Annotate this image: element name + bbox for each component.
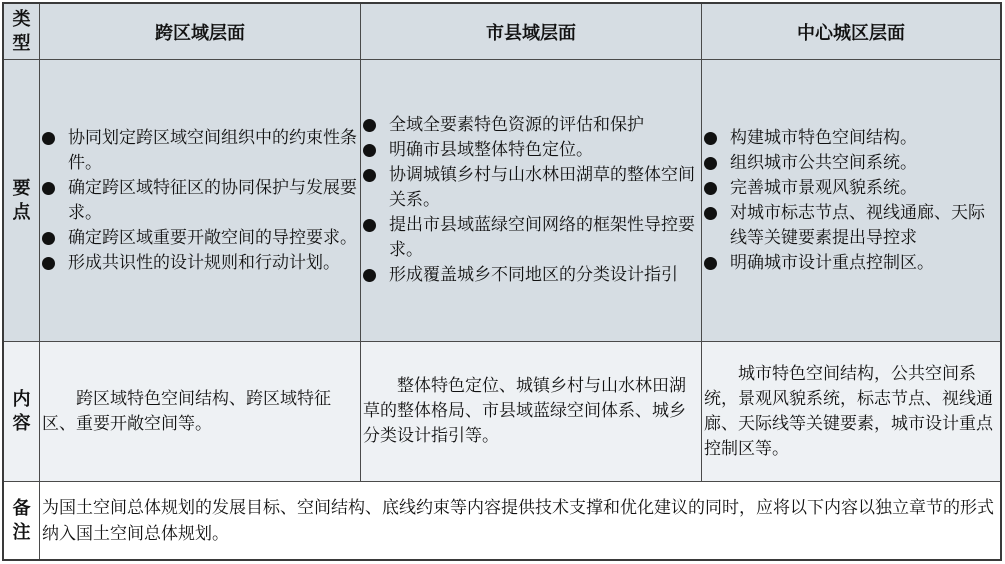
list-item xyxy=(702,126,998,151)
bullet-icon xyxy=(363,269,376,282)
points-label-char-2: 点 xyxy=(12,201,31,223)
list-item xyxy=(361,163,699,213)
list-item-text: 明确市县域整体特色定位。 xyxy=(389,140,593,160)
remark-text: 为国土空间总体规划的发展目标、空间结构、底线约束等内容提供技术支撑和优化建议的同时，应将以下内容以独立章节的形式纳入国土空间总体规划。 xyxy=(42,497,994,544)
bullet-icon xyxy=(42,257,55,270)
bullet-icon xyxy=(704,132,717,145)
cross-region-content xyxy=(40,342,361,482)
cross-region-header xyxy=(40,4,361,60)
bullet-icon xyxy=(704,207,717,220)
list-item-text: 确定跨区域重要开敞空间的导控要求。 xyxy=(68,227,357,248)
type-label-char-2: 型 xyxy=(12,32,31,54)
list-item xyxy=(361,113,699,138)
list-item xyxy=(40,226,358,251)
bullet-icon xyxy=(704,157,717,170)
content-label-cell xyxy=(4,342,40,482)
city-county-points xyxy=(361,60,702,342)
list-item-text: 形成覆盖城乡不同地区的分类设计指引 xyxy=(389,265,678,285)
central-city-header-text: 中心城区层面 xyxy=(797,22,905,44)
bullet-icon xyxy=(42,182,55,195)
list-item-text: 协同划定跨区域空间组织中的约束性条件。 xyxy=(68,127,357,173)
list-item xyxy=(361,138,699,163)
list-item xyxy=(702,201,998,251)
bullet-icon xyxy=(363,144,376,157)
list-item xyxy=(40,176,358,226)
bullet-icon xyxy=(704,182,717,195)
remark-label-char-1: 备 xyxy=(12,497,31,519)
type-header-cell xyxy=(4,4,40,60)
list-item-text: 提出市县域蓝绿空间网络的框架性导控要求。 xyxy=(389,215,695,260)
central-city-header xyxy=(702,4,1000,60)
design-levels-table xyxy=(2,2,1002,561)
points-label-char-1: 要 xyxy=(12,177,31,199)
central-city-points xyxy=(702,60,1000,342)
central-city-content-text: 城市特色空间结构，公共空间系统，景观风貌系统，标志节点、视线通廊、天际线等关键要素，城市设计重点控制区等。 xyxy=(704,363,993,459)
remark-cell xyxy=(40,482,1000,559)
list-item-text: 组织城市公共空间系统。 xyxy=(730,152,917,173)
cross-region-header-text: 跨区域层面 xyxy=(155,22,245,44)
list-item xyxy=(702,251,998,276)
list-item-text: 协调城镇乡村与山水林田湖草的整体空间关系。 xyxy=(389,165,695,210)
list-item-text: 完善城市景观风貌系统。 xyxy=(730,177,917,198)
list-item-text: 构建城市特色空间结构。 xyxy=(730,127,917,148)
list-item xyxy=(361,213,699,263)
bullet-icon xyxy=(363,219,376,232)
remark-label-cell xyxy=(4,482,40,559)
list-item-text: 确定跨区域特征区的协同保护与发展要求。 xyxy=(68,177,357,223)
list-item xyxy=(361,263,699,288)
list-item-text: 对城市标志节点、视线通廊、天际线等关键要素提出导控求 xyxy=(730,202,985,248)
content-label-char-2: 容 xyxy=(12,412,31,434)
city-county-content xyxy=(361,342,702,482)
city-county-header xyxy=(361,4,702,60)
list-item-text: 明确城市设计重点控制区。 xyxy=(730,252,934,273)
bullet-icon xyxy=(363,169,376,182)
bullet-icon xyxy=(42,132,55,145)
remark-label-char-2: 注 xyxy=(12,521,31,543)
bullet-icon xyxy=(363,119,376,132)
bullet-icon xyxy=(42,232,55,245)
list-item xyxy=(702,151,998,176)
list-item-text: 全域全要素特色资源的评估和保护 xyxy=(389,115,644,135)
bullet-icon xyxy=(704,257,717,270)
city-county-content-text: 整体特色定位、城镇乡村与山水林田湖草的整体格局、市县域蓝绿空间体系、城乡分类设计指引等。 xyxy=(363,376,686,446)
content-label-char-1: 内 xyxy=(12,388,31,410)
type-label-char-1: 类 xyxy=(12,8,31,30)
city-county-header-text: 市县域层面 xyxy=(486,22,576,44)
central-city-content xyxy=(702,342,1000,482)
cross-region-content-text: 跨区域特色空间结构、跨区域特征区、重要开敞空间等。 xyxy=(42,388,331,434)
cross-region-points xyxy=(40,60,361,342)
list-item xyxy=(40,126,358,176)
list-item-text: 形成共识性的设计规则和行动计划。 xyxy=(68,252,340,273)
list-item xyxy=(702,176,998,201)
list-item xyxy=(40,251,358,276)
points-label-cell xyxy=(4,60,40,342)
